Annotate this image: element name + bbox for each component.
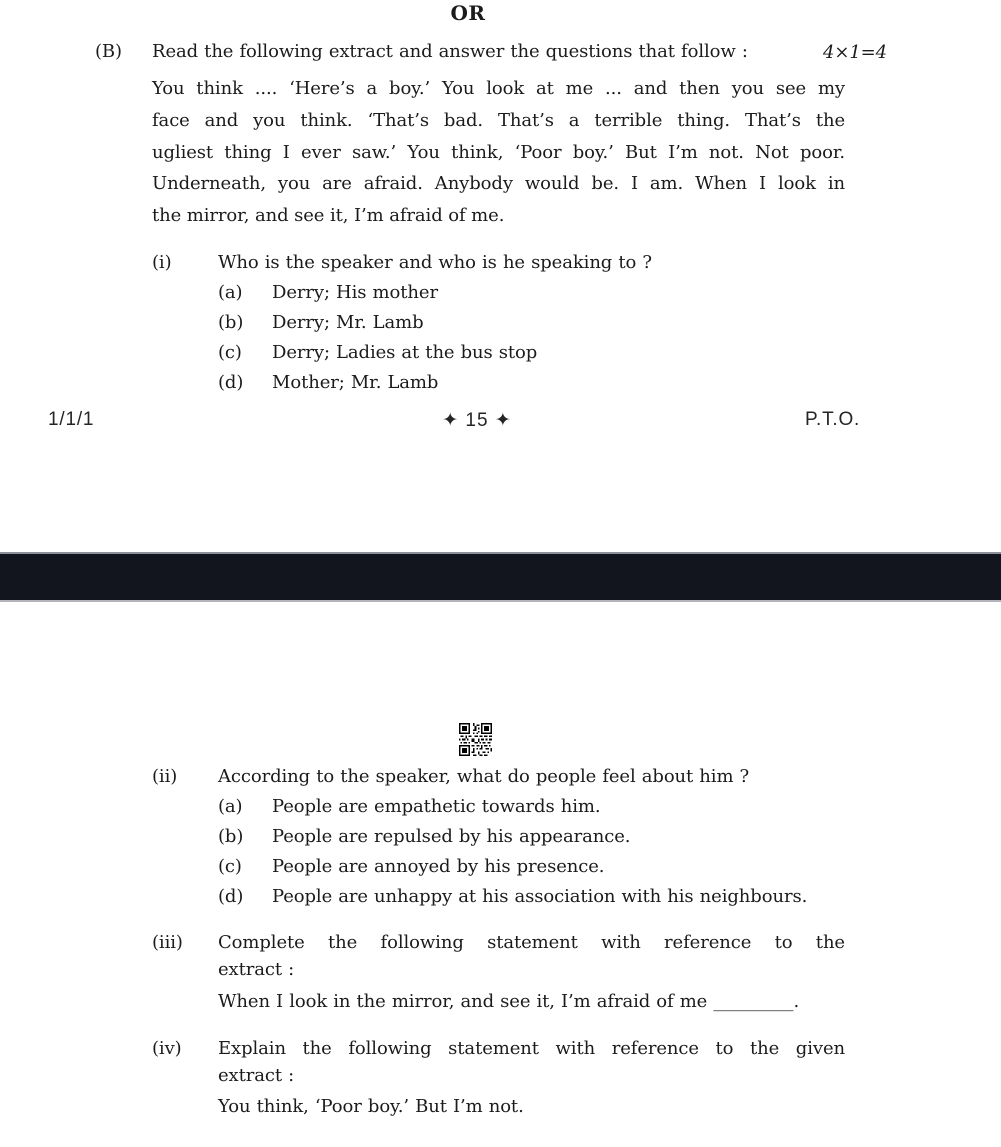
question-iv-text-line2: extract : [218, 1065, 295, 1086]
extract-line: Underneath, you are afraid. Anybody would be. I am. When I look in [152, 173, 845, 195]
option-row [218, 372, 438, 394]
option-letter: (d) [218, 372, 244, 393]
extract-line: face and you think. ‘That’s bad. That’s a terrible thing. That’s the [152, 109, 845, 131]
option-text: Derry; Ladies at the bus stop [272, 342, 538, 363]
option-letter: (c) [218, 342, 242, 363]
option-text: Derry; His mother [272, 282, 438, 303]
extract-line: You think .... ‘Here’s a boy.’ You look at me ... and then you see my [152, 78, 845, 99]
question-iii-text-line1: Complete the following statement with reference to the [218, 932, 845, 953]
exam-code: 1/1/1 [48, 409, 95, 430]
qr-code-icon [459, 722, 492, 757]
option-letter: (d) [218, 886, 244, 907]
option-text: People are empathetic towards him. [272, 796, 601, 817]
option-row [218, 312, 424, 334]
option-text: People are unhappy at his association with his neighbours. [272, 886, 808, 907]
section-b-instruction: Read the following extract and answer the questions that follow : [152, 41, 748, 62]
extract-line: ugliest thing I ever saw.’ You think, ‘Poor boy.’ But I’m not. Not poor. [152, 141, 845, 163]
question-iii-number: (iii) [152, 932, 183, 953]
question-iv-text-line1: Explain the following statement with reference to the given [218, 1038, 845, 1059]
option-row [218, 796, 600, 818]
question-iv-number: (iv) [152, 1038, 182, 1059]
option-letter: (b) [218, 312, 244, 333]
question-ii-number: (ii) [152, 766, 178, 787]
option-row [218, 856, 604, 878]
question-iii-statement: When I look in the mirror, and see it, I’m afraid of me _________. [218, 991, 800, 1012]
extract-paragraph [152, 73, 845, 232]
question-iii-text-line2: extract : [218, 959, 295, 980]
question-iv-statement: You think, ‘Poor boy.’ But I’m not. [218, 1096, 524, 1117]
extract-line: the mirror, and see it, I’m afraid of me. [152, 205, 505, 227]
option-letter: (b) [218, 826, 244, 847]
page-separator-band [0, 552, 1001, 602]
option-text: Derry; Mr. Lamb [272, 312, 424, 333]
option-row [218, 886, 807, 908]
option-row [218, 826, 630, 848]
page-number: ✦ 15 ✦ [442, 410, 512, 431]
option-letter: (c) [218, 856, 242, 877]
option-letter: (a) [218, 282, 243, 303]
pto-label: P.T.O. [805, 409, 861, 430]
marks-value: 4×1=4 [823, 42, 888, 63]
question-ii-text: According to the speaker, what do people feel about him ? [218, 766, 750, 787]
or-heading: OR [450, 1, 486, 25]
option-text: People are repulsed by his appearance. [272, 826, 631, 847]
question-i-text: Who is the speaker and who is he speaking to ? [218, 252, 652, 273]
option-text: People are annoyed by his presence. [272, 856, 605, 877]
option-row [218, 282, 438, 304]
option-text: Mother; Mr. Lamb [272, 372, 439, 393]
option-row [218, 342, 537, 364]
section-b-label: (B) [95, 41, 122, 62]
option-letter: (a) [218, 796, 243, 817]
question-i-number: (i) [152, 252, 172, 273]
